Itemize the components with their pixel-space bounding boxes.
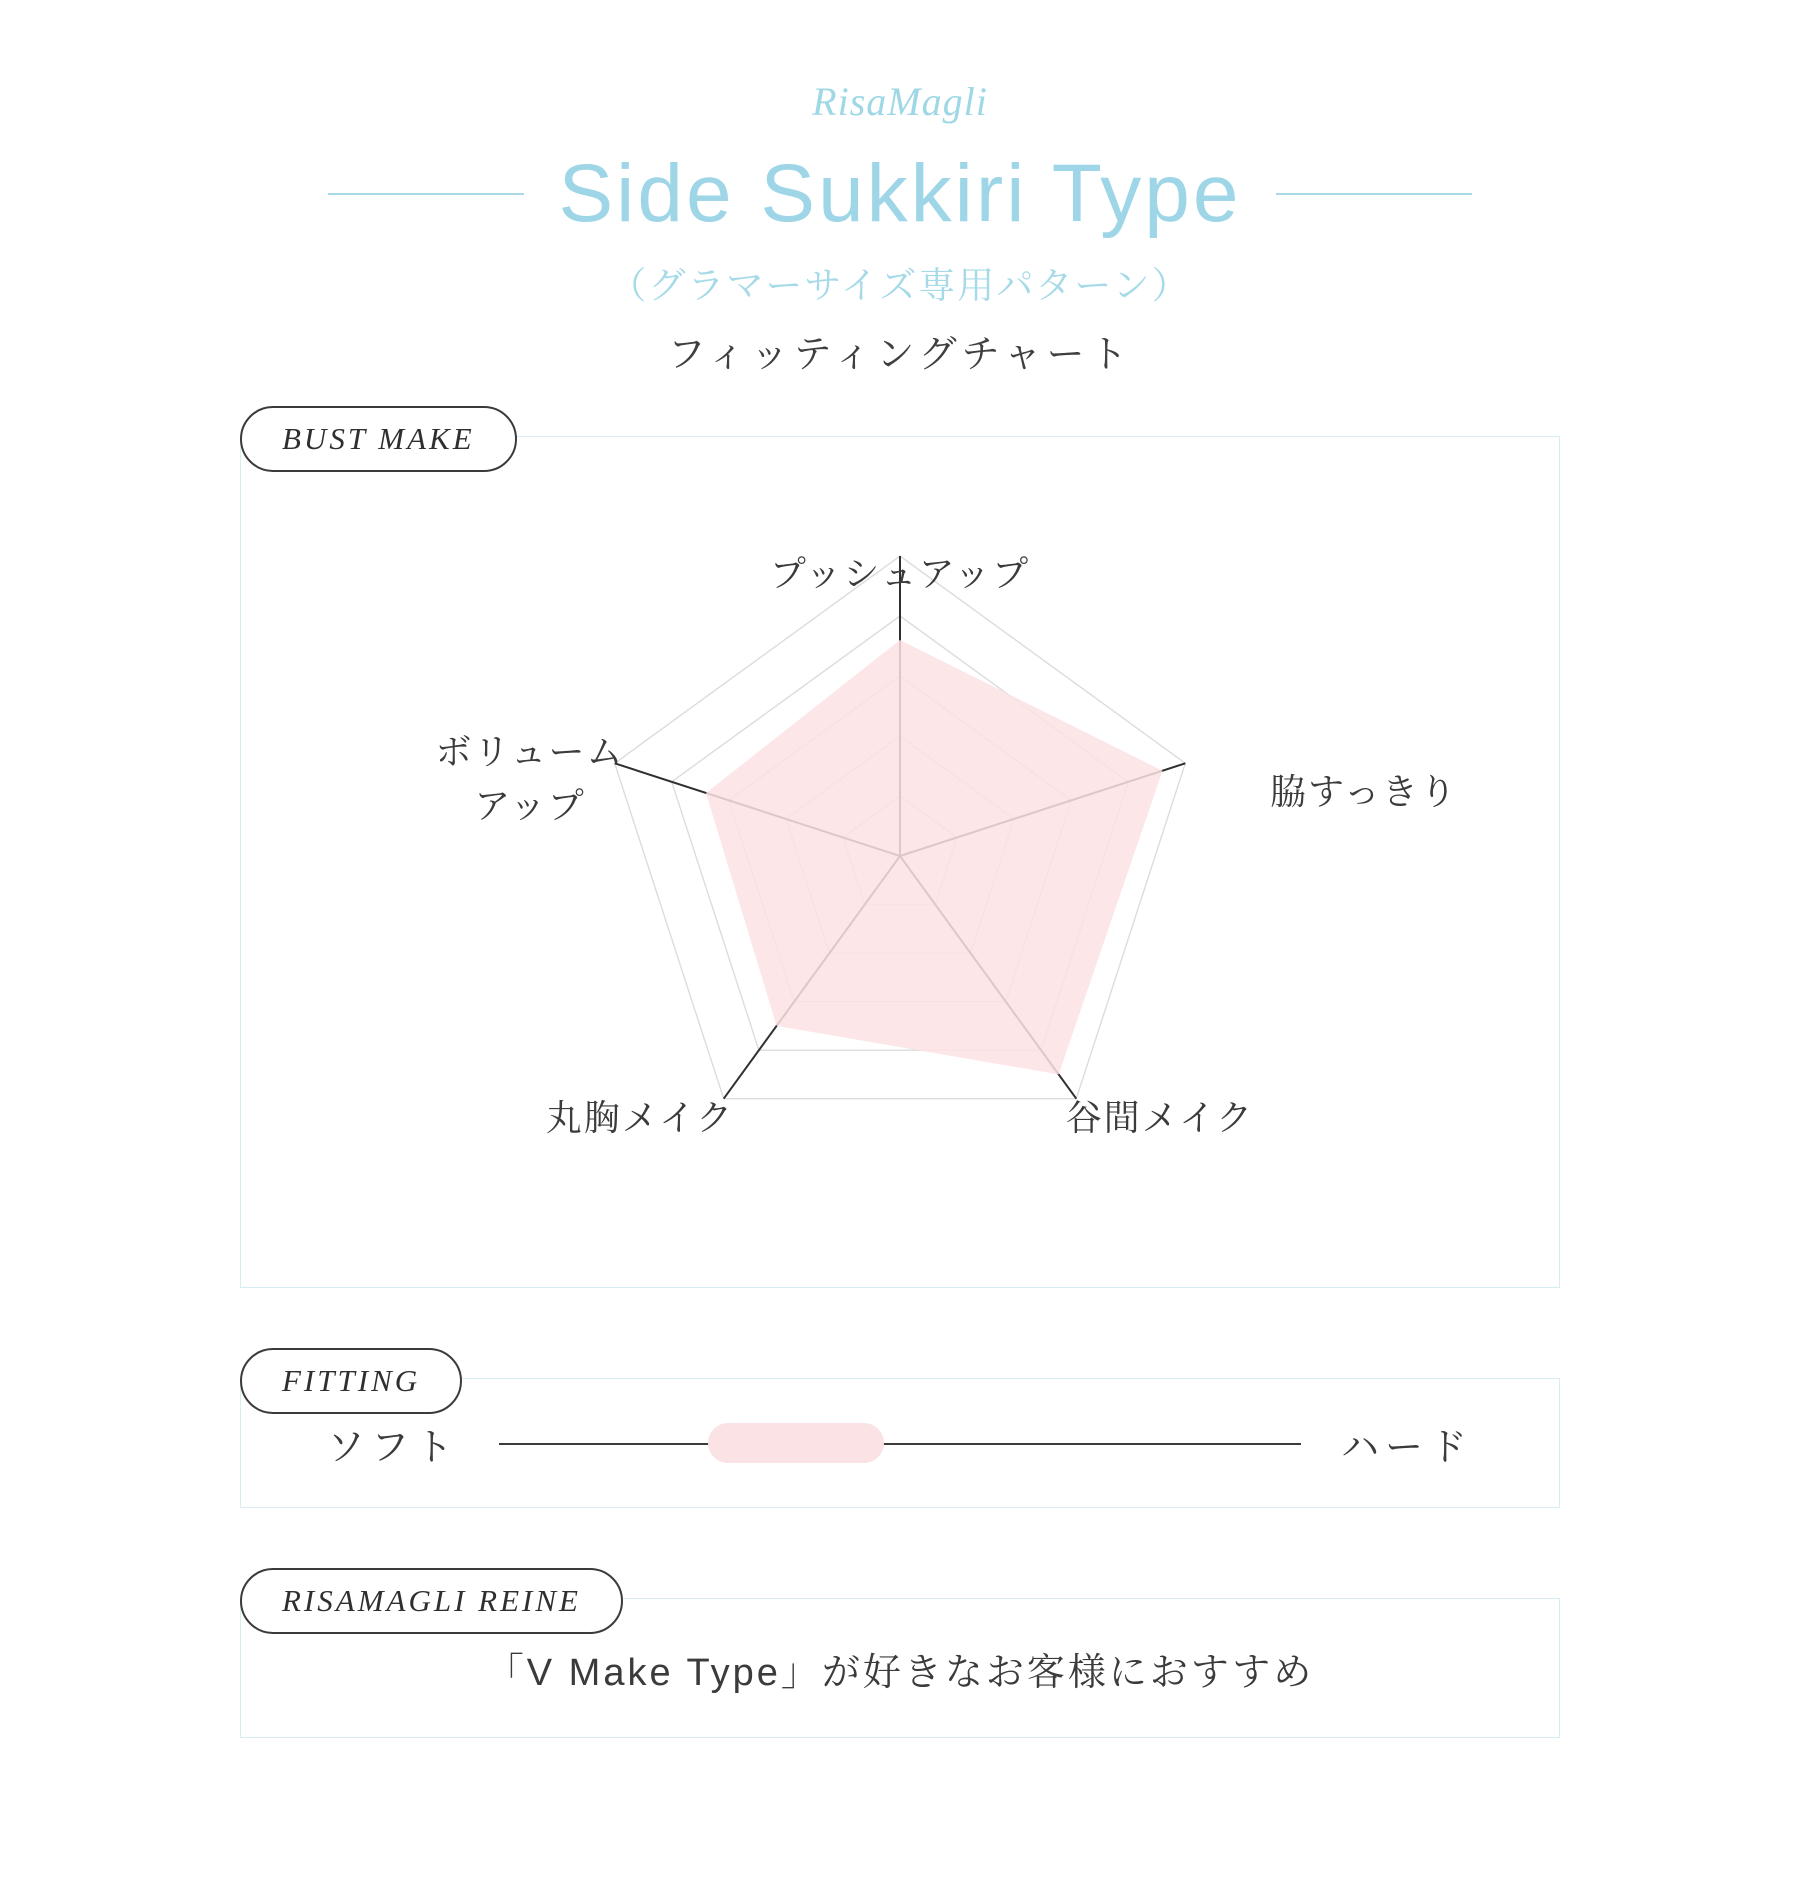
reine-section	[240, 1583, 1560, 1738]
bust-make-pill: BUST MAKE	[240, 406, 517, 472]
radar-label-push-up: プッシュアップ	[769, 553, 1031, 594]
reine-recommendation: 「V Make Type」が好きなお客様におすすめ	[485, 1651, 1315, 1694]
title-rule-right	[1276, 193, 1472, 195]
page-subtitle: （グラマーサイズ専用パターン）	[609, 265, 1191, 306]
radar-label-side: 脇すっきり	[1270, 771, 1458, 812]
bust-make-section	[240, 421, 1560, 1288]
radar-label-volume-line2: アップ	[474, 785, 586, 826]
fitting-slider-marker[interactable]	[708, 1423, 884, 1463]
page-title: Side Sukkiri Type	[558, 148, 1242, 239]
radar-svg	[240, 436, 1560, 1288]
fitting-pill: FITTING	[240, 1348, 462, 1414]
fitting-max-label: ハード	[1340, 1426, 1473, 1469]
main-title-row	[0, 147, 1800, 241]
brand-logo: RisaMagli	[812, 79, 988, 124]
fitting-slider-track	[499, 1443, 1301, 1445]
title-rule-left	[328, 193, 524, 195]
radar-label-round: 丸胸メイク	[545, 1097, 735, 1138]
radar-label-cleavage: 谷間メイク	[1065, 1097, 1255, 1138]
radar-chart	[240, 436, 1560, 1288]
radar-series-area	[706, 640, 1163, 1074]
chart-heading: フィッティングチャート	[667, 334, 1133, 376]
fitting-slider[interactable]	[499, 1420, 1301, 1466]
reine-pill: RISAMAGLI REINE	[240, 1568, 623, 1634]
fitting-section	[240, 1363, 1560, 1508]
fitting-min-label: ソフト	[327, 1426, 460, 1469]
radar-label-volume-line1: ボリューム	[435, 731, 625, 772]
